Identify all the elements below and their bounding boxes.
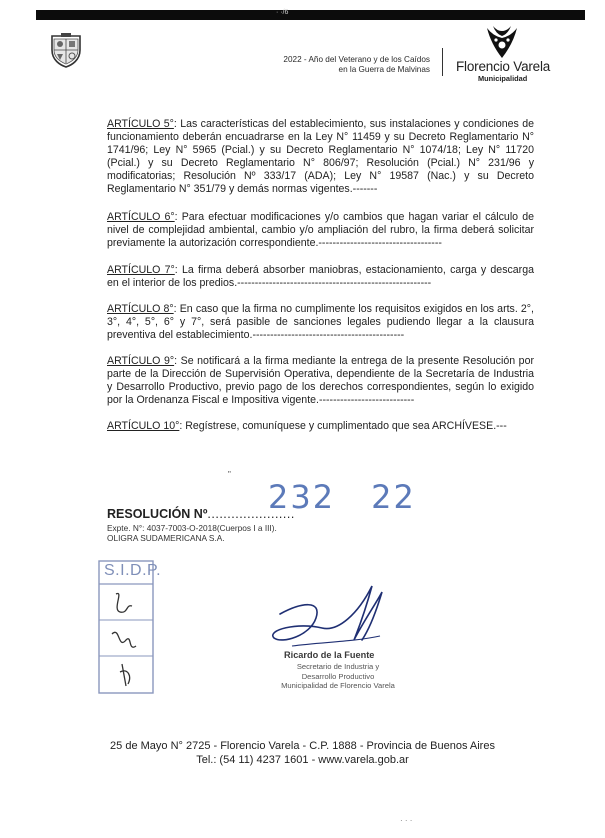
expediente: Expte. N°: 4037-7003-O-2018(Cuerpos I a III). bbox=[107, 523, 277, 533]
article-label: ARTÍCULO 8° bbox=[107, 303, 174, 315]
top-scan-bar bbox=[36, 10, 585, 20]
year-motto bbox=[283, 55, 430, 75]
footer-contact: Tel.: (54 11) 4237 1601 - www.varela.gob.ar bbox=[196, 754, 409, 766]
resolution-number: 232 bbox=[268, 478, 336, 516]
signature-icon bbox=[262, 578, 387, 660]
signer-name: Ricardo de la Fuente bbox=[284, 650, 375, 660]
footer-address: 25 de Mayo N° 2725 - Florencio Varela - C.P. 1888 - Provincia de Buenos Aires bbox=[110, 740, 495, 752]
sidp-stamp-icon bbox=[98, 560, 154, 694]
article-text: : En caso que la firma no cumplimente los requisitos exigidos en los arts. 2°, 3°, 4°, 5°, 6° y 7°, será pasible de sanciones legales pudiendo llegar a la clausura preventiva del establecimiento.------------------------------------------- bbox=[107, 303, 534, 341]
article-5 bbox=[107, 118, 534, 196]
signer-role-line-3: Municipalidad de Florencio Varela bbox=[281, 681, 395, 691]
article-label: ARTÍCULO 7° bbox=[107, 264, 175, 276]
resolution-dots: ...................... bbox=[207, 507, 295, 521]
article-8 bbox=[107, 303, 534, 342]
article-label: ARTÍCULO 5° bbox=[107, 118, 174, 130]
margin-tick: " bbox=[228, 470, 231, 479]
stamp-label: S.I.D.P. bbox=[104, 562, 162, 579]
brand-subtitle: Municipalidad bbox=[478, 74, 528, 83]
article-text: : Regístrese, comuníquese y cumplimentado que sea ARCHÍVESE.--- bbox=[179, 420, 507, 432]
article-9 bbox=[107, 355, 534, 407]
article-7 bbox=[107, 264, 534, 290]
header-divider bbox=[442, 48, 443, 76]
resolution-year: 22 bbox=[371, 478, 416, 516]
article-text: : Se notificará a la firma mediante la entrega de la presente Resolución por parte de la Dirección de Supervisión Operativa, dependiente de la Secretaría de Industria y Desarrollo Productivo, previo pago de los derechos correspondientes, según lo exigido por la Ordenanza Fiscal e Impositiva vigente.--------------------------- bbox=[107, 355, 534, 406]
signer-role-line-2: Desarrollo Productivo bbox=[301, 671, 375, 681]
florencio-varela-logo-icon bbox=[483, 24, 521, 60]
municipal-crest-icon bbox=[50, 32, 82, 68]
brand-name: Florencio Varela bbox=[456, 59, 551, 74]
article-10 bbox=[107, 420, 534, 433]
article-label: ARTÍCULO 10° bbox=[107, 420, 180, 432]
article-label: ARTÍCULO 6° bbox=[107, 211, 175, 223]
article-text: : La firma deberá absorber maniobras, estacionamiento, carga y descarga en el interior de los predios.------------------------------------------------------- bbox=[107, 264, 534, 289]
scan-specks: · · · bbox=[400, 816, 413, 825]
article-text: : Para efectuar modificaciones y/o cambios que hagan variar el cálculo de nivel de complejidad ambiental, cambio y/o ampliación del rubro, la firma deberá solicitar previamente la autorización correspondiente.----------------------------------- bbox=[107, 211, 534, 249]
signer-role-line-1: Secretario de Industria y bbox=[296, 662, 380, 671]
signer-role bbox=[268, 662, 408, 691]
scan-marks: · ·/6 bbox=[276, 9, 289, 16]
company-name: OLIGRA SUDAMERICANA S.A. bbox=[107, 533, 225, 543]
article-label: ARTÍCULO 9° bbox=[107, 355, 175, 367]
motto-line-2: en la Guerra de Malvinas bbox=[338, 65, 430, 74]
article-text: : Las características del establecimiento, sus instalaciones y condiciones de funcionamiento deberán encuadrarse en la Ley N° 11459 y su Decreto Reglamentario N° 1741/96; Ley N° 5965 (Pcial.) y su Decreto Reglamentario N° 1074/18; Ley N° 11720 (Pcial.) y su Decreto Reglamentario N° 806/97; Resolución (Pcial.) N° 231/96 y modificatorias; Resolución Nº 333/17 (ADA); Ley N° 19587 (Nac.) y su Decreto Reglamentario N° 351/79 y demás normas vigentes.------- bbox=[107, 118, 534, 195]
resolution-label-text: RESOLUCIÓN Nº bbox=[107, 507, 208, 521]
resolution-label bbox=[107, 507, 295, 521]
motto-line-1: 2022 - Año del Veterano y de los Caídos bbox=[283, 55, 430, 64]
article-6 bbox=[107, 211, 534, 250]
